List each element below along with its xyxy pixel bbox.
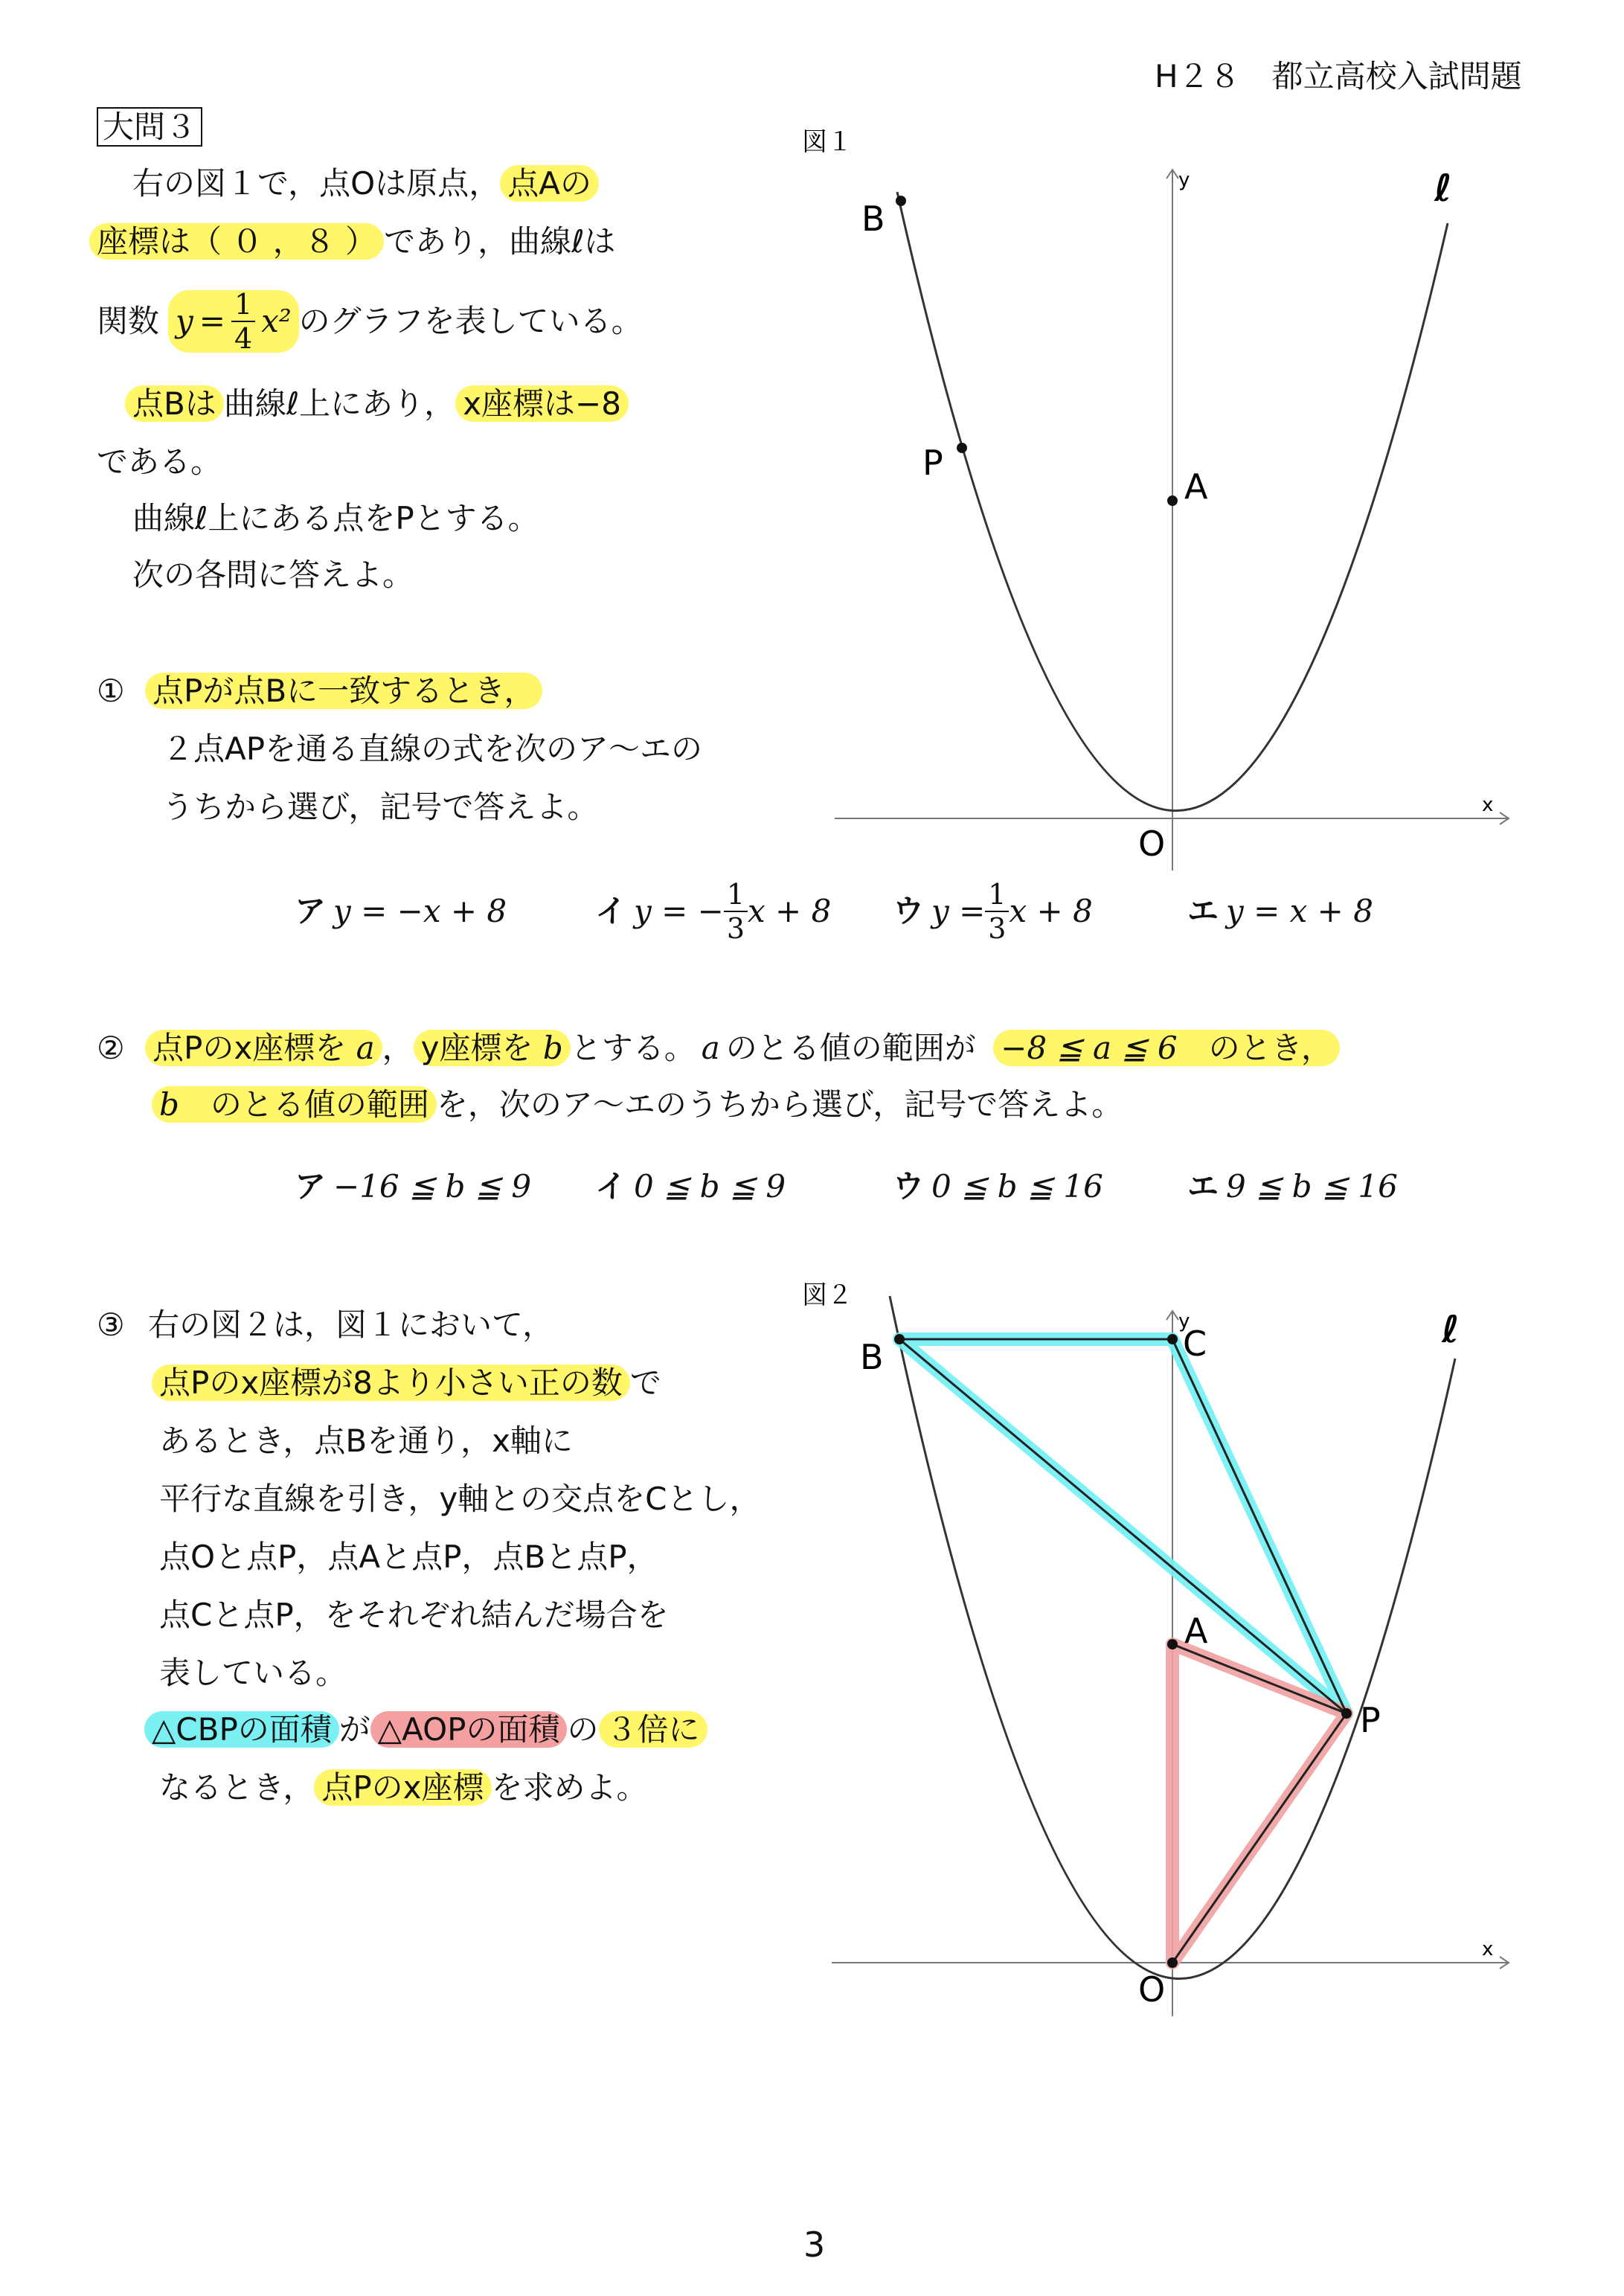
q2-text: y座標を: [420, 1030, 533, 1066]
choice-label: ア: [295, 1168, 327, 1205]
fig1-label-curve: ℓ: [1434, 167, 1452, 210]
q2-text: とする。: [570, 1030, 696, 1066]
highlight-a-coordinates: 座標は（ ０ ，８ ）: [89, 223, 384, 260]
q2-text: 点Pのx座標を: [153, 1030, 347, 1066]
fraction-one-quarter: [231, 290, 255, 353]
q3-line-7: 表している。: [159, 1655, 347, 1691]
choice-label: イ: [595, 893, 627, 929]
intro-line-2: [89, 220, 615, 263]
fig2-label-x: x: [1482, 1938, 1494, 1960]
highlight-three-times: ３倍に: [599, 1711, 707, 1748]
fig2-segment-bp: [899, 1339, 1347, 1713]
q2-choice-e: [1187, 1165, 1398, 1208]
highlight-q2-range: [993, 1030, 1340, 1066]
choice-label: ア: [295, 893, 327, 929]
highlight-q2-a: [145, 1030, 382, 1066]
q3-text: 右の図２は，図１において，: [148, 1306, 554, 1343]
intro-text: 関数: [97, 303, 160, 339]
func-x-squared: x²: [261, 303, 292, 339]
choice-formula: y =: [931, 893, 986, 929]
intro-line-3: [97, 283, 643, 360]
fig2-point-p: [1341, 1708, 1352, 1719]
fig2-point-c: [1167, 1334, 1178, 1344]
fig1-caption: 図１: [802, 127, 853, 157]
figure-1: [781, 112, 1525, 893]
q3-text: が: [338, 1711, 370, 1748]
q3-line-4: 平行な直線を引き，y軸との交点をCとし，: [159, 1481, 761, 1517]
fig1-point-a: [1167, 496, 1178, 506]
choice-formula: 0 ≦ b ≦ 16: [931, 1168, 1103, 1205]
q3-text: を求めよ。: [491, 1769, 648, 1806]
q3-line-6: 点Cと点P，をそれぞれ結んだ場合を: [159, 1597, 669, 1633]
fig1-label-o: O: [1138, 824, 1166, 864]
intro-line-4: [125, 382, 629, 426]
q3-number: ③: [97, 1306, 125, 1343]
var-a: a: [356, 1030, 375, 1066]
fig1-point-b: [896, 196, 906, 206]
highlight-point-b: 点Bは: [125, 385, 224, 422]
q3-line-1: [97, 1303, 553, 1347]
highlight-triangle-cbp: △CBPの面積: [144, 1711, 339, 1748]
problem-title: [97, 106, 202, 149]
choice-label: ウ: [893, 893, 925, 929]
intro-line-6: 曲線ℓ上にある点をPとする。: [132, 500, 539, 536]
q2-choice-i: [595, 1165, 786, 1208]
q3-line-2: [152, 1362, 661, 1405]
choice-formula: x + 8: [748, 893, 832, 929]
frac-numerator: 1: [231, 290, 255, 322]
choice-label: エ: [1187, 1168, 1219, 1205]
choice-formula: y = x + 8: [1226, 893, 1373, 929]
q2-number: ②: [97, 1030, 125, 1066]
figure-2: [781, 1265, 1525, 2046]
fig1-label-y: y: [1178, 169, 1190, 191]
choice-formula: x + 8: [1009, 893, 1093, 929]
highlight-triangle-aop: △AOPの面積: [370, 1711, 568, 1748]
fig2-point-a: [1167, 1639, 1178, 1649]
range-formula: −8 ≦ a ≦ 6: [1001, 1030, 1178, 1066]
highlight-function: [168, 290, 299, 353]
q1-line-1: [97, 670, 542, 713]
var-b: b: [542, 1030, 563, 1066]
choice-formula: y = −x + 8: [333, 893, 507, 929]
q2-choice-a: [295, 1165, 531, 1208]
frac-denominator: 3: [726, 912, 745, 945]
intro-text: 右の図１で，点Oは原点，: [132, 165, 501, 202]
var-a: a: [701, 1030, 720, 1066]
fig2-label-y: y: [1178, 1310, 1190, 1333]
choice-label: ウ: [893, 1168, 925, 1205]
fig1-label-x: x: [1482, 794, 1494, 816]
frac-numerator: 1: [985, 880, 1009, 912]
fig2-label-b: B: [860, 1337, 884, 1377]
q3-text: なるとき，: [159, 1769, 315, 1806]
intro-line-1: [132, 162, 599, 205]
q2-text: を，次のア〜エのうちから選び，記号で答えよ。: [436, 1086, 1123, 1123]
fig2-label-a: A: [1184, 1611, 1208, 1651]
q2-text: のとる値の範囲: [210, 1086, 429, 1123]
fig2-label-curve: ℓ: [1442, 1308, 1460, 1351]
fig2-point-o: [1167, 1957, 1178, 1968]
fig2-label-p: P: [1360, 1700, 1381, 1740]
intro-text: 曲線ℓ上にあり，: [223, 385, 456, 422]
choice-label: エ: [1187, 893, 1219, 929]
intro-text: のグラフを表している。: [298, 303, 643, 339]
func-eq: =: [199, 303, 225, 339]
fig1-label-a: A: [1184, 466, 1208, 507]
q3-line-9: [159, 1766, 648, 1809]
fig2-label-o: O: [1138, 1969, 1166, 2010]
fraction-one-third: [724, 880, 748, 943]
q1-choice-a: [295, 870, 507, 952]
intro-line-7: 次の各問に答えよ。: [132, 557, 414, 593]
fig2-point-b: [894, 1334, 905, 1344]
page-number: 3: [803, 2225, 826, 2265]
q2-line-1: [97, 1027, 1340, 1070]
fig1-label-b: B: [861, 199, 885, 239]
highlight-q2-b-range: [152, 1086, 437, 1123]
intro-text: であり，曲線ℓは: [384, 223, 616, 260]
q2-comma: ，: [382, 1030, 414, 1066]
fig1-label-p: P: [922, 443, 943, 483]
q3-line-8: [144, 1708, 707, 1751]
func-y: y: [176, 303, 193, 339]
intro-line-5: である。: [97, 443, 222, 480]
choice-formula: 0 ≦ b ≦ 9: [634, 1168, 786, 1205]
var-b: b: [159, 1086, 179, 1123]
fig1-point-p: [957, 443, 967, 453]
choice-label: イ: [595, 1168, 627, 1205]
q2-text: のとき，: [1208, 1030, 1332, 1066]
highlight-q3-target: 点Pのx座標: [314, 1769, 491, 1806]
fig2-label-c: C: [1183, 1324, 1207, 1364]
q3-line-3: あるとき，点Bを通り，x軸に: [159, 1423, 573, 1459]
highlight-q3-condition: 点Pのx座標が8より小さい正の数: [152, 1365, 630, 1401]
q3-line-5: 点Oと点P，点Aと点P，点Bと点P，: [159, 1539, 658, 1575]
highlight-q1-condition: 点Pが点Bに一致するとき，: [145, 673, 542, 709]
choice-formula: y = −: [634, 893, 724, 929]
page-header: H２８ 都立高校入試問題: [1155, 58, 1522, 94]
q3-text: の: [567, 1711, 599, 1748]
highlight-q2-b: [414, 1030, 571, 1066]
frac-denominator: 4: [234, 322, 253, 355]
q2-choice-u: [893, 1165, 1103, 1208]
problem-box: 大問３: [97, 107, 202, 147]
frac-denominator: 3: [988, 912, 1007, 945]
q2-line-2: [152, 1083, 1123, 1126]
choice-formula: 9 ≦ b ≦ 16: [1226, 1168, 1398, 1205]
q2-text: のとる値の範囲が: [725, 1030, 976, 1066]
q1-line-3: うちから選び，記号で答えよ。: [162, 789, 599, 825]
q3-text: で: [629, 1365, 661, 1401]
frac-numerator: 1: [724, 880, 748, 912]
highlight-point-a: 点Aの: [500, 165, 599, 202]
choice-formula: −16 ≦ b ≦ 9: [333, 1168, 532, 1205]
q1-number: ①: [97, 673, 125, 709]
highlight-b-x: x座標は−8: [455, 385, 629, 422]
fig2-caption: 図２: [802, 1280, 853, 1310]
q1-line-2: ２点APを通る直線の式を次のア〜エの: [162, 731, 703, 767]
